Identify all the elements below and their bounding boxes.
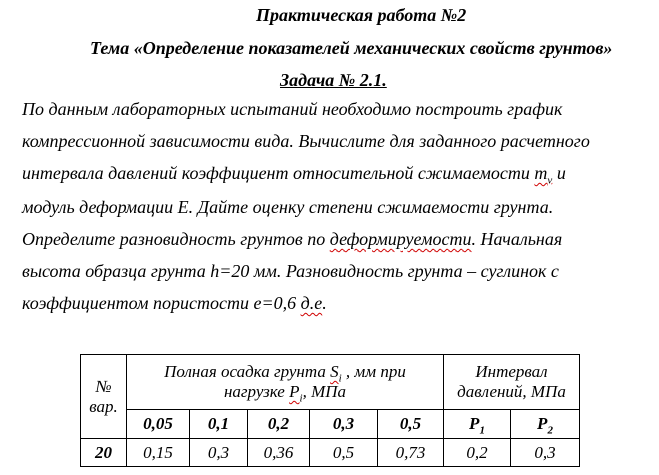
data-table (80, 354, 580, 467)
p2-header: $P_2$ (511, 410, 580, 439)
paragraph-line-4: модуль деформации Е. Дайте оценку степени сжимаемости грунта. (22, 197, 554, 217)
paragraph-line-1: По данным лабораторных испытаний необходимо построить график (22, 99, 563, 119)
paragraph-line-6: высота образца грунта h=20 мм. Разновидность грунта – суглинок с (22, 261, 559, 281)
p1-cell: 0,2 (444, 439, 511, 467)
table-header-row (81, 355, 580, 410)
value-cell: 0,3 (190, 439, 248, 467)
load-header: 0,3 (310, 410, 378, 439)
paragraph-line-3: интервала давлений коэффициент относительной сжимаемости $m_v$ и (22, 163, 566, 187)
header-interval: Интервал давлений, МПа (444, 355, 580, 410)
variant-cell: 20 (81, 439, 127, 467)
load-header: 0,05 (127, 410, 190, 439)
table-subheader-row (81, 410, 580, 439)
spellcheck-word: деформируемости (329, 229, 472, 249)
mv-symbol: $m_v$ (534, 163, 553, 187)
value-cell: 0,73 (378, 439, 444, 467)
paragraph-line-3-text: интервала давлений коэффициент относительной сжимаемости (22, 163, 535, 183)
task-heading: Задача № 2.1. (280, 70, 387, 90)
value-cell: 0,36 (248, 439, 310, 467)
p1-header: $P_1$ (444, 410, 511, 439)
spellcheck-abbrev: д.е (300, 293, 323, 313)
paragraph-line-2: компрессионной зависимости вида. Вычислите для заданного расчетного (22, 131, 590, 151)
p2-cell: 0,3 (511, 439, 580, 467)
load-header: 0,5 (378, 410, 444, 439)
paragraph-line-7: коэффициентом пористости е=0,6 д.е. (22, 293, 327, 313)
header-variant: № вар. (81, 355, 127, 439)
load-header: 0,2 (248, 410, 310, 439)
page-title: Практическая работа №2 (256, 5, 467, 25)
paragraph-line-5: Определите разновидность грунтов по деформируемости. Начальная (22, 229, 563, 249)
value-cell: 0,15 (127, 439, 190, 467)
topic-heading: Тема «Определение показателей механических свойств грунтов» (90, 38, 613, 58)
header-settlement: Полная осадка грунта $S_i$ , мм при нагрузке $P_i$, МПа (127, 355, 444, 410)
table-row (81, 439, 580, 467)
load-header: 0,1 (190, 410, 248, 439)
value-cell: 0,5 (310, 439, 378, 467)
